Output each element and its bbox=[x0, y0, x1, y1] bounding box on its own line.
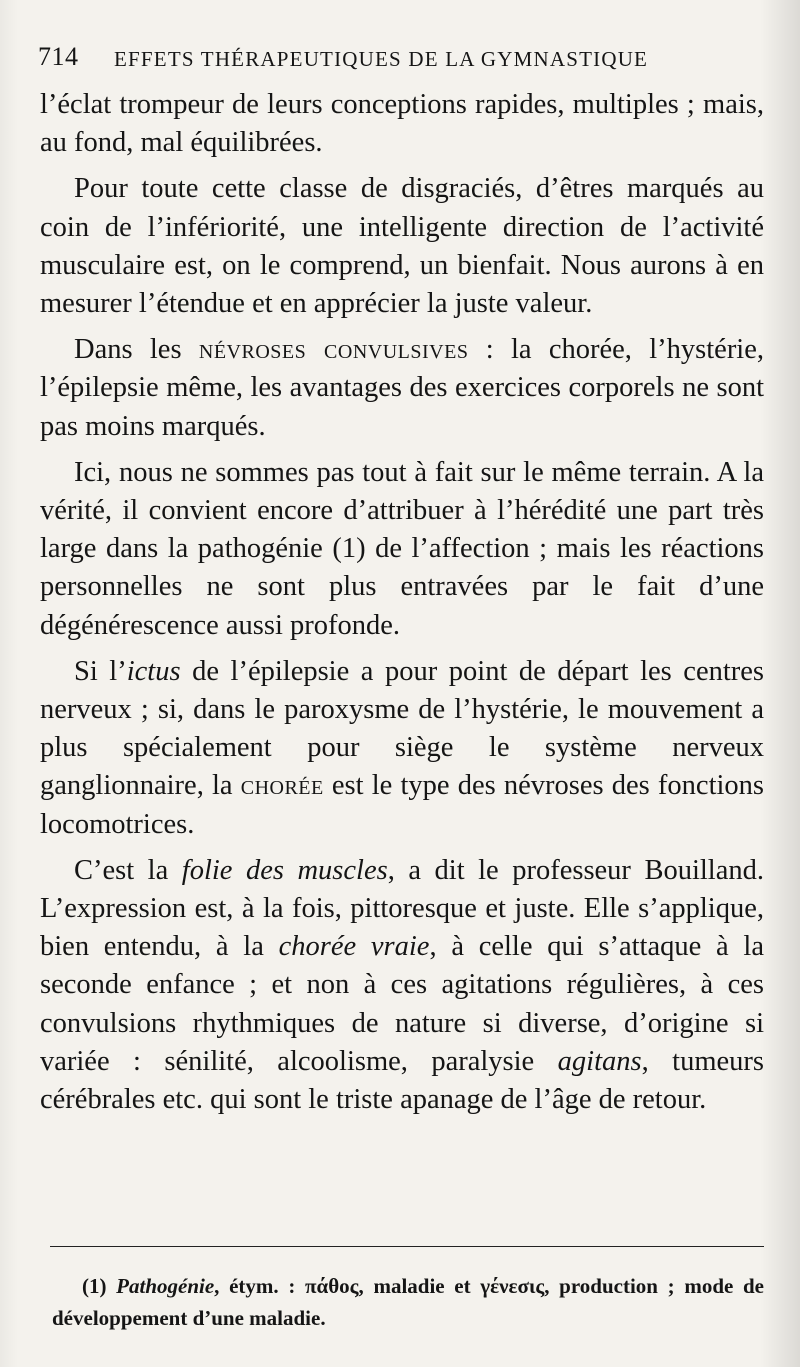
paragraph-2-text: Pour toute cette classe de disgraciés, d’êtres marqués au coin de l’infériorité, une intelligente direction de l’activité musculaire est, on le comprend, un bienfait. Nous aurons à en mesurer l’étendue et en apprécier la juste valeur. bbox=[40, 173, 764, 320]
paragraph-1-text: l’éclat trompeur de leurs conceptions rapides, multiples ; mais, au fond, mal équilibrées. bbox=[40, 89, 764, 159]
footnote-marker: (1) bbox=[82, 1274, 117, 1298]
footnote-term: Pathogénie bbox=[116, 1274, 215, 1298]
paragraph-6-suffix: , tumeurs cérébrales etc. qui sont le triste apanage de l’âge de retour. bbox=[40, 1045, 765, 1116]
footnote-text-3: , production ; mode de développement d’une maladie. bbox=[52, 1274, 764, 1330]
paragraph-5-suffix: est le type des névroses des fonctions locomotrices. bbox=[40, 770, 764, 840]
paragraph-4 bbox=[40, 454, 764, 645]
footnote-text-1: , étym. : bbox=[214, 1274, 305, 1298]
paragraph-6-prefix: C’est la bbox=[74, 854, 182, 886]
running-title: EFFETS THÉRAPEUTIQUES DE LA GYMNASTIQUE bbox=[114, 47, 649, 71]
paragraph-3-smallcaps: névroses convulsives bbox=[198, 334, 469, 366]
paragraph-5-italic: ictus bbox=[126, 655, 181, 687]
page-number: 714 bbox=[38, 42, 79, 71]
paragraph-1 bbox=[40, 86, 764, 162]
footnote-text-2: , maladie et bbox=[358, 1274, 481, 1298]
footnote-divider bbox=[50, 1246, 764, 1247]
footnote-1 bbox=[52, 1270, 764, 1334]
paragraph-6 bbox=[40, 852, 764, 1119]
paragraph-6-italic-3: agitans bbox=[557, 1045, 642, 1077]
paragraph-6-middle-1: , a dit le professeur Bouilland. L’expression est, à la fois, pittoresque et juste. Elle s’applique, bien entendu, à la bbox=[40, 854, 764, 963]
footnote-greek-2: γένεσις bbox=[480, 1274, 545, 1298]
paragraph-3-suffix: : la chorée, l’hystérie, l’épilepsie même, les avantages des exercices corporels ne sont pas moins marqués. bbox=[40, 334, 764, 442]
paragraph-5-smallcaps: chorée bbox=[240, 770, 324, 802]
paragraph-4-text: Ici, nous ne sommes pas tout à fait sur le même terrain. A la vérité, il convient encore d’attribuer à l’hérédité une part très large dans la pathogénie (1) de l’affection ; mais les réactions personnelles ne sont plus entravées par le fait d’une dégénérescence aussi profonde. bbox=[40, 456, 764, 641]
paragraph-5-middle: de l’épilepsie a pour point de départ les centres nerveux ; si, dans le paroxysme de l’hystérie, le mouvement a plus spécialement pour siège le système nerveux ganglionnaire, la bbox=[40, 655, 765, 802]
footnote-greek-1: πάθος bbox=[305, 1274, 359, 1298]
body-text bbox=[40, 86, 764, 1127]
paragraph-3-prefix: Dans les bbox=[74, 334, 199, 366]
paragraph-6-middle-2: , à celle qui s’attaque à la seconde enfance ; et non à ces agitations régulières, à ces convulsions rhythmiques de nature si diverse, d’origine si variée : sénilité, alcoolisme, paralysie bbox=[40, 931, 764, 1077]
paragraph-3 bbox=[40, 331, 764, 446]
paragraph-6-italic-2: chorée vraie bbox=[278, 931, 430, 963]
footnotes bbox=[52, 1270, 764, 1334]
paragraph-6-italic-1: folie des muscles bbox=[181, 854, 388, 886]
paragraph-5-prefix: Si l’ bbox=[74, 655, 127, 687]
paragraph-2 bbox=[40, 170, 764, 323]
page-header bbox=[38, 42, 766, 78]
paragraph-5 bbox=[40, 653, 764, 844]
